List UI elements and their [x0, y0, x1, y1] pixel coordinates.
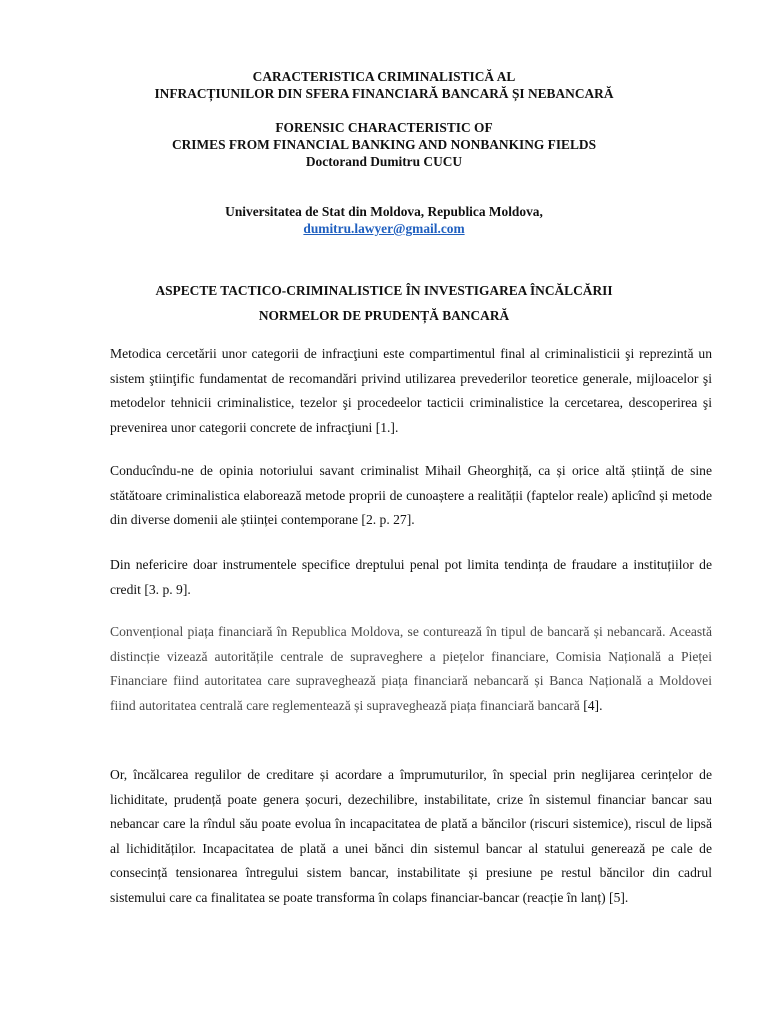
section-heading: [0, 278, 768, 328]
english-title-line-2: CRIMES FROM FINANCIAL BANKING AND NONBANKING FIELDS: [171, 137, 597, 152]
citation-reference: [4].: [579, 697, 603, 713]
author-email-link[interactable]: dumitru.lawyer@gmail.com: [303, 221, 465, 236]
body-paragraph: Conducîndu-ne de opinia notoriului savant criminalist Mihail Gheorghiță, ca și orice altă știință de sine stătătoare criminalistica elaborează metode proprii de cunoaștere a realității (faptelor reale) aplicînd și metode din diverse domenii ale științei contemporane [2. p. 27].: [110, 463, 712, 528]
title-line-2: INFRACȚIUNILOR DIN SFERA FINANCIARĂ BANCARĂ ȘI NEBANCARĂ: [154, 86, 614, 101]
section-heading-line-1: ASPECTE TACTICO-CRIMINALISTICE ÎN INVESTIGAREA ÎNCĂLCĂRII: [155, 283, 613, 298]
author-name: Doctorand Dumitru CUCU: [305, 154, 463, 169]
body-paragraph: Metodica cercetării unor categorii de infracţiuni este compartimentul final al criminalisticii şi reprezintă un sistem ştiinţific fundamentat de recomandări privind utilizarea prevederilor teoretice generale, mijloacelor şi metodelor tehnicii criminalistice, tezelor şi procedeelor tacticii criminalistice la cercetarea, descoperirea şi prevenirea unor categorii concrete de infracţiuni [1.].: [110, 346, 712, 435]
english-title-block: [0, 119, 768, 170]
paper-title: [0, 68, 768, 102]
title-line-1: CARACTERISTICA CRIMINALISTICĂ AL: [252, 69, 516, 84]
affiliation: Universitatea de Stat din Moldova, Republica Moldova,: [225, 204, 543, 219]
body-paragraph: [110, 620, 712, 718]
section-heading-line-2: NORMELOR DE PRUDENȚĂ BANCARĂ: [258, 308, 510, 323]
english-title-line-1: FORENSIC CHARACTERISTIC OF: [275, 120, 493, 135]
body-paragraph: Din nefericire doar instrumentele specifice dreptului penal pot limita tendința de fraudare a instituțiilor de credit [3. p. 9].: [110, 557, 712, 597]
body-paragraph-text: Convențional piața financiară în Republica Moldova, se conturează în tipul de bancară și nebancară. Această distincție vizează autoritățile centrale de supraveghere a piețelor financiare, Comisia Națională a Pieței Financiare fiind autoritatea care supraveghează piața financiară nebancară și Banca Națională a Moldovei fiind autoritatea centrală care reglementează și supraveghează piața financiară bancară: [110, 624, 712, 713]
body-paragraph: Or, încălcarea regulilor de creditare și acordare a împrumuturilor, în special prin neglijarea cerințelor de lichiditate, prudență poate genera șocuri, dezechilibre, instabilitate, crize în sistemul financiar bancar sau nebancar care la rîndul său poate evolua în incapacitatea de plată a băncilor (riscuri sistemice), riscul de lipsă al lichidităților. Incapacitatea de plată a unei bănci din sistemul bancar al statului generează pe cale de consecință tensionarea întregului sistem bancar, instabilitate și presiune pe restul băncilor din cadrul sistemului care ca finalitatea se poate transforma în colaps financiar-bancar (reacție în lanț) [5].: [110, 767, 712, 905]
affiliation-block: [0, 203, 768, 237]
